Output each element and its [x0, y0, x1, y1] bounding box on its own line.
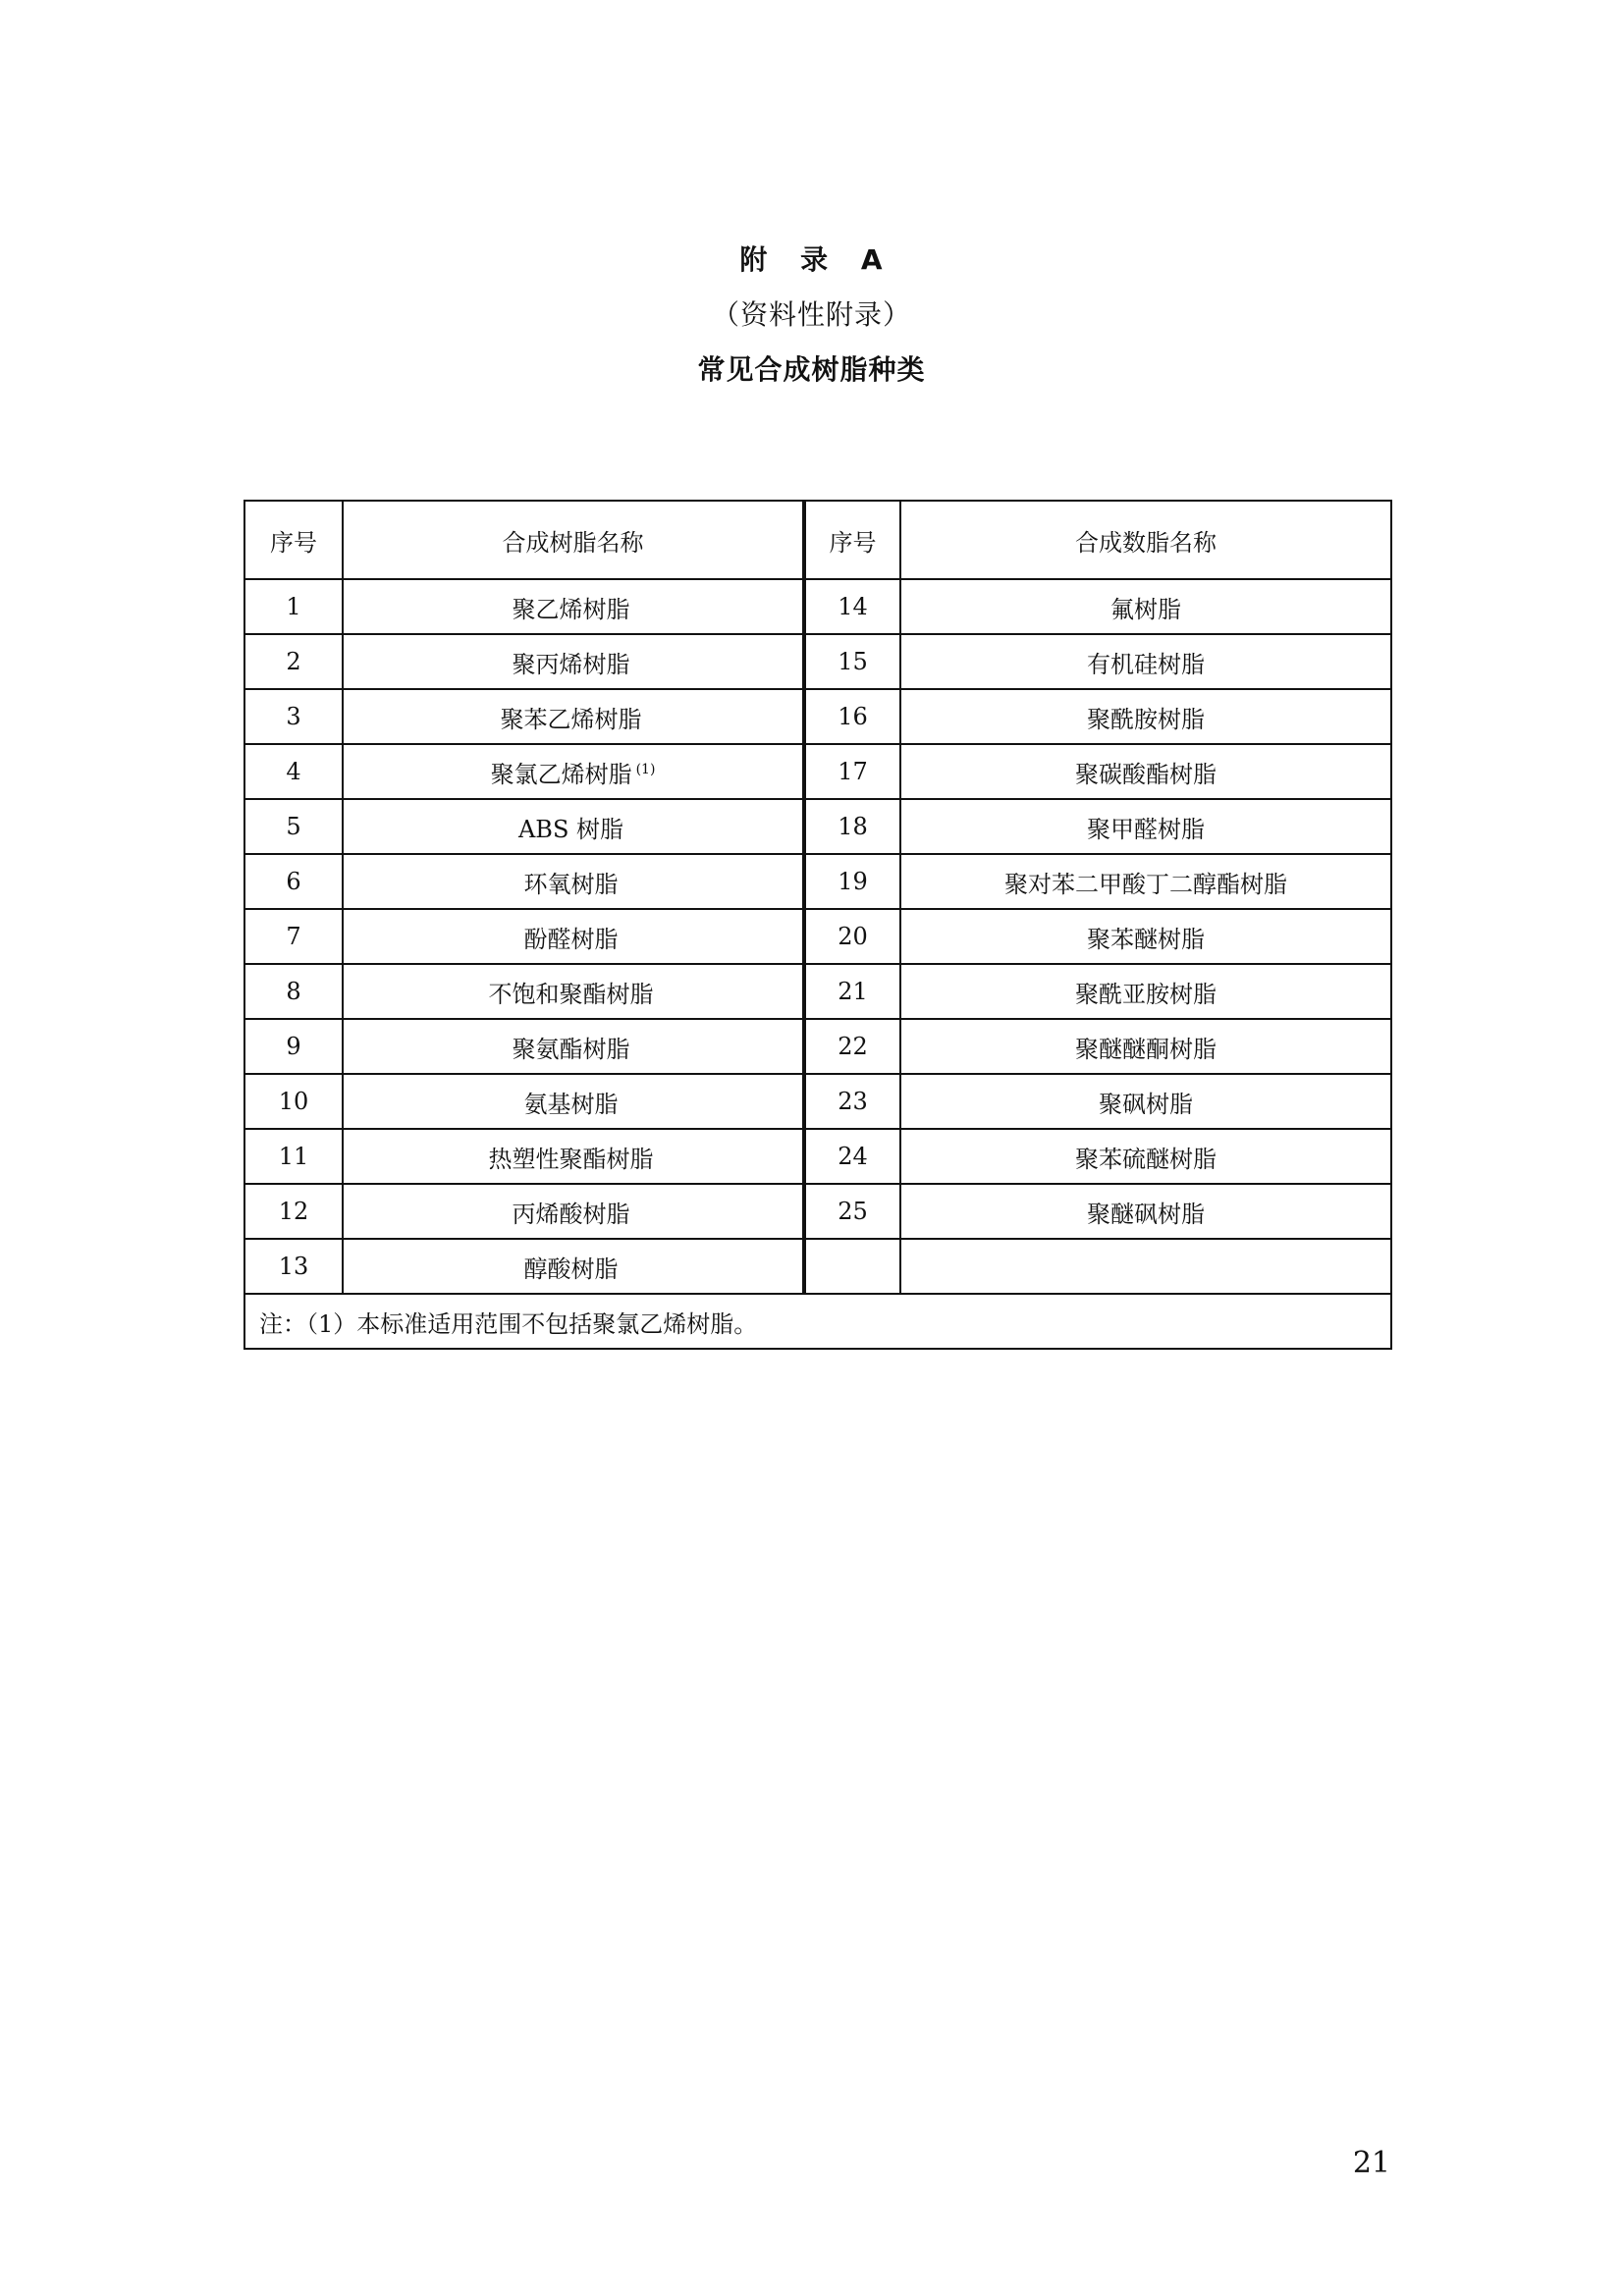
resin-name-cell-left-text: 氨基树脂 — [523, 1090, 619, 1118]
resin-name-cell-right — [900, 689, 1391, 744]
table-row — [244, 1129, 1391, 1184]
serial-cell-right — [804, 689, 900, 744]
serial-cell-left-text: 4 — [286, 758, 301, 785]
serial-cell-right-text: 25 — [838, 1198, 868, 1225]
table-row — [244, 1184, 1391, 1239]
resin-name-cell-left — [343, 579, 804, 634]
resin-name-cell-right — [900, 1129, 1391, 1184]
resin-name-cell-left — [343, 1239, 804, 1294]
header-serial-left: 序号 — [244, 501, 343, 579]
serial-cell-right-text: 22 — [838, 1033, 868, 1060]
resin-name-cell-left — [343, 1129, 804, 1184]
serial-cell-right — [804, 964, 900, 1019]
resin-name-cell-left-text: 不饱和聚酯树脂 — [488, 980, 654, 1008]
serial-cell-right — [804, 579, 900, 634]
resin-name-cell-right — [900, 799, 1391, 854]
serial-cell-right-text: 20 — [838, 923, 868, 950]
serial-cell-left — [244, 744, 343, 799]
serial-cell-left-text: 9 — [286, 1033, 301, 1060]
table-header-row — [244, 501, 1391, 579]
serial-cell-right-text: 16 — [838, 703, 868, 730]
resin-name-cell-left-text: 聚丙烯树脂 — [512, 650, 630, 678]
serial-cell-left-text: 5 — [286, 813, 301, 840]
resin-name-cell-right-text: 聚酰胺树脂 — [1087, 705, 1205, 733]
table-row — [244, 1239, 1391, 1294]
serial-cell-left-text: 11 — [278, 1143, 309, 1170]
resin-name-cell-left-text: 丙烯酸树脂 — [512, 1200, 630, 1228]
serial-cell-left — [244, 964, 343, 1019]
resin-name-cell-right — [900, 744, 1391, 799]
resin-name-cell-left — [343, 744, 804, 799]
resin-name-cell-left-text: 聚氯乙烯树脂 — [490, 760, 632, 788]
resin-name-cell-left — [343, 909, 804, 964]
serial-cell-left-text: 13 — [278, 1253, 309, 1280]
serial-cell-left-text: 12 — [278, 1198, 309, 1225]
serial-cell-right-text: 14 — [838, 593, 868, 620]
table-row — [244, 634, 1391, 689]
resin-name-cell-right-text: 聚碳酸酯树脂 — [1075, 760, 1217, 788]
resin-name-cell-left-text: 聚苯乙烯树脂 — [500, 705, 642, 733]
table-row — [244, 799, 1391, 854]
serial-cell-left-text: 6 — [286, 868, 301, 895]
resin-name-cell-right — [900, 1239, 1391, 1294]
serial-cell-right-text: 23 — [838, 1088, 868, 1115]
resin-name-cell-right-text: 氟树脂 — [1110, 595, 1181, 623]
table-row — [244, 689, 1391, 744]
table-row — [244, 1074, 1391, 1129]
serial-cell-left-text: 2 — [286, 648, 301, 675]
serial-cell-left — [244, 1239, 343, 1294]
table-row — [244, 964, 1391, 1019]
serial-cell-left-text: 7 — [286, 923, 301, 950]
table-row — [244, 854, 1391, 909]
resin-name-cell-right — [900, 1074, 1391, 1129]
resin-name-cell-right — [900, 1184, 1391, 1239]
resin-name-cell-right-text: 聚酰亚胺树脂 — [1075, 980, 1217, 1008]
resin-name-cell-right — [900, 964, 1391, 1019]
table-row — [244, 1019, 1391, 1074]
appendix-title: 附 录 A — [739, 243, 884, 276]
resin-name-cell-left-text: 酚醛树脂 — [523, 925, 619, 953]
serial-cell-right — [804, 1074, 900, 1129]
resin-name-cell-right-text: 聚苯硫醚树脂 — [1075, 1145, 1217, 1173]
resin-name-cell-right-text: 聚对苯二甲酸丁二醇酯树脂 — [1004, 870, 1287, 898]
serial-cell-left — [244, 854, 343, 909]
resin-name-cell-left — [343, 689, 804, 744]
serial-cell-right — [804, 1239, 900, 1294]
resin-name-cell-left — [343, 1184, 804, 1239]
serial-cell-left — [244, 634, 343, 689]
footnote-marker: (1) — [635, 761, 656, 777]
serial-cell-left — [244, 1019, 343, 1074]
resin-name-cell-right-text: 有机硅树脂 — [1087, 650, 1205, 678]
resin-name-cell-left-text: 聚乙烯树脂 — [512, 595, 630, 623]
serial-cell-right — [804, 799, 900, 854]
resin-name-cell-left — [343, 1019, 804, 1074]
resin-name-cell-left-text: 热塑性聚酯树脂 — [488, 1145, 654, 1173]
serial-cell-right-text: 17 — [838, 758, 868, 785]
serial-cell-left — [244, 579, 343, 634]
resin-name-cell-right-text: 聚甲醛树脂 — [1087, 815, 1205, 843]
resin-name-cell-right-text: 聚砜树脂 — [1099, 1090, 1193, 1118]
resin-name-cell-right — [900, 909, 1391, 964]
header-name-right: 合成数脂名称 — [900, 501, 1391, 579]
appendix-type: （资料性附录） — [711, 298, 911, 331]
serial-cell-left-text: 3 — [286, 703, 301, 730]
serial-cell-right-text: 15 — [838, 648, 868, 675]
table-note: 注：（1）本标准适用范围不包括聚氯乙烯树脂。 — [244, 1294, 1391, 1349]
resin-name-cell-right — [900, 579, 1391, 634]
header-serial-right: 序号 — [804, 501, 900, 579]
resin-name-cell-left — [343, 634, 804, 689]
serial-cell-right-text: 18 — [838, 813, 868, 840]
table-row — [244, 744, 1391, 799]
serial-cell-right-text: 24 — [838, 1143, 868, 1170]
serial-cell-right — [804, 1019, 900, 1074]
resin-name-cell-left — [343, 854, 804, 909]
serial-cell-left — [244, 1129, 343, 1184]
appendix-name: 常见合成树脂种类 — [697, 353, 926, 386]
serial-cell-left — [244, 909, 343, 964]
resin-name-cell-left — [343, 799, 804, 854]
serial-cell-right — [804, 909, 900, 964]
resin-name-cell-right — [900, 854, 1391, 909]
serial-cell-right — [804, 1129, 900, 1184]
serial-cell-right-text: 21 — [838, 978, 868, 1005]
resin-name-cell-left-text: 聚氨酯树脂 — [512, 1035, 630, 1063]
serial-cell-left — [244, 1074, 343, 1129]
resin-name-cell-right-text: 聚醚醚酮树脂 — [1075, 1035, 1217, 1063]
serial-cell-left — [244, 689, 343, 744]
serial-cell-right-text: 19 — [838, 868, 868, 895]
table-row — [244, 909, 1391, 964]
serial-cell-left — [244, 799, 343, 854]
table-note-row — [244, 1294, 1391, 1349]
resin-name-cell-left-text: 环氧树脂 — [523, 870, 619, 898]
serial-cell-left-text: 1 — [286, 593, 301, 620]
serial-cell-right — [804, 744, 900, 799]
serial-cell-left — [244, 1184, 343, 1239]
resin-name-cell-left — [343, 1074, 804, 1129]
serial-cell-right — [804, 854, 900, 909]
resin-name-cell-right — [900, 1019, 1391, 1074]
resin-name-cell-left-text: 醇酸树脂 — [523, 1255, 619, 1283]
table-row — [244, 579, 1391, 634]
serial-cell-left-text: 10 — [278, 1088, 309, 1115]
serial-cell-left-text: 8 — [286, 978, 301, 1005]
resin-name-cell-right-text: 聚苯醚树脂 — [1087, 925, 1205, 953]
resin-name-cell-left-text: ABS 树脂 — [517, 815, 624, 843]
serial-cell-right — [804, 634, 900, 689]
resin-name-cell-left — [343, 964, 804, 1019]
table-body — [244, 579, 1391, 1294]
serial-cell-right — [804, 1184, 900, 1239]
resin-types-table — [243, 500, 1392, 1350]
resin-name-cell-right-text: 聚醚砜树脂 — [1087, 1200, 1205, 1228]
page-number: 21 — [1352, 2146, 1390, 2180]
resin-name-cell-right — [900, 634, 1391, 689]
header-name-left: 合成树脂名称 — [343, 501, 804, 579]
